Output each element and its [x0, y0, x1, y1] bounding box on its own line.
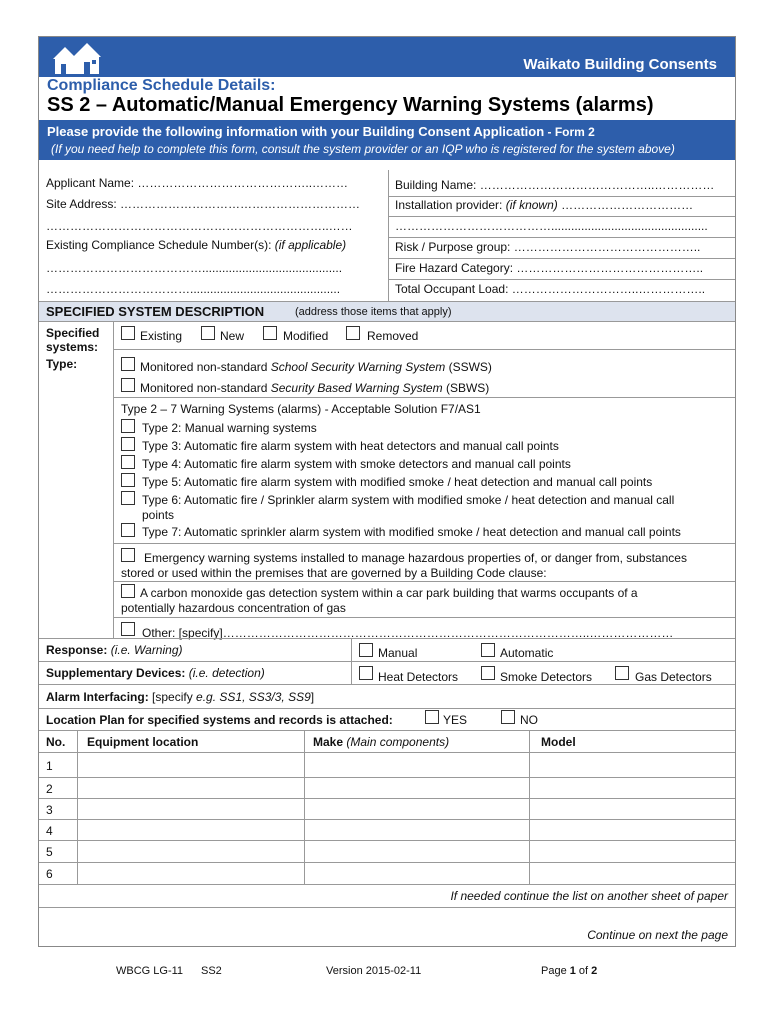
risk-purpose-field[interactable]: Risk / Purpose group: ………………………………………..	[395, 240, 701, 254]
section-title: SPECIFIED SYSTEM DESCRIPTION	[46, 304, 265, 319]
removed-checkbox[interactable]	[346, 326, 360, 340]
col-make-header: Make (Main components)	[313, 735, 450, 749]
col-model-header: Model	[541, 735, 576, 749]
existing-cs-number-field[interactable]: Existing Compliance Schedule Number(s): (if applicable)	[46, 238, 347, 252]
cs-number-line-2[interactable]: ……………………………….............................................	[46, 282, 341, 296]
col-location-header: Equipment location	[87, 735, 199, 749]
gas-detectors-checkbox[interactable]	[615, 666, 629, 680]
footer-version: Version 2015-02-11	[326, 965, 422, 977]
table-row-number: 6	[46, 867, 53, 881]
org-name: Waikato Building Consents	[523, 56, 717, 73]
existing-checkbox[interactable]	[121, 326, 135, 340]
heat-detectors-checkbox[interactable]	[359, 666, 373, 680]
cs-number-line-1[interactable]: …………………………………..........................................	[46, 261, 343, 275]
type7-checkbox[interactable]	[121, 523, 135, 537]
co-detection-label-cont: potentially hazardous concentration of gas	[121, 601, 346, 615]
installation-provider-cont[interactable]: …………………………………...............................................	[395, 219, 708, 233]
table-row-number: 2	[46, 782, 53, 796]
applicant-name-field[interactable]: Applicant Name: ……………………………………..………	[46, 176, 349, 190]
smoke-detectors-checkbox[interactable]	[481, 666, 495, 680]
location-yes-label: YES	[443, 713, 468, 727]
emergency-hazard-label: Emergency warning systems installed to manage hazardous properties of, or danger from, substances	[144, 551, 687, 565]
automatic-checkbox[interactable]	[481, 643, 495, 657]
response-label: Response: (i.e. Warning)	[46, 643, 183, 657]
automatic-label: Automatic	[500, 646, 554, 660]
section-note: (address those items that apply)	[295, 306, 452, 318]
alarm-interfacing-field[interactable]: Alarm Interfacing: [specify e.g. SS1, SS3/3, SS9]	[46, 690, 315, 704]
modified-checkbox[interactable]	[263, 326, 277, 340]
supplementary-label: Supplementary Devices: (i.e. detection)	[46, 666, 265, 680]
footer-code: WBCG LG-11	[116, 965, 184, 977]
other-checkbox[interactable]	[121, 622, 135, 636]
footer-page: Page 1 of 2	[541, 965, 598, 977]
type5-label: Type 5: Automatic fire alarm system with modified smoke / heat detection and manual call points	[142, 475, 653, 489]
table-row-number: 1	[46, 759, 53, 773]
ssws-label: Monitored non-standard School Security Warning System (SSWS)	[140, 360, 492, 374]
existing-label: Existing	[140, 329, 183, 343]
new-checkbox[interactable]	[201, 326, 215, 340]
house-logo-icon	[51, 40, 103, 76]
location-no-label: NO	[520, 713, 538, 727]
co-detection-label: A carbon monoxide gas detection system within a car park building that warms occupants of a	[140, 586, 638, 600]
instruction-sub: (If you need help to complete this form, consult the system provider or an IQP who is registered for the system above)	[51, 142, 675, 156]
title-compliance: Compliance Schedule Details:	[47, 77, 276, 94]
building-name-field[interactable]: Building Name: ……………………………………..……………	[395, 178, 715, 192]
site-address-field[interactable]: Site Address: ……………………………………………………	[46, 197, 361, 211]
type6-label: Type 6: Automatic fire / Sprinkler alarm system with modified smoke / heat detection and manual call	[142, 493, 675, 507]
specified-systems-label-1: Specified	[46, 326, 100, 340]
location-plan-label: Location Plan for specified systems and records is attached:	[46, 713, 393, 727]
type4-label: Type 4: Automatic fire alarm system with smoke detectors and manual call points	[142, 457, 571, 471]
header-band	[39, 37, 735, 77]
type6-label-cont: points	[142, 508, 175, 522]
type2-label: Type 2: Manual warning systems	[142, 421, 317, 435]
sbws-checkbox[interactable]	[121, 378, 135, 392]
manual-checkbox[interactable]	[359, 643, 373, 657]
type3-checkbox[interactable]	[121, 437, 135, 451]
type-group-heading: Type 2 – 7 Warning Systems (alarms) - Acceptable Solution F7/AS1	[121, 402, 481, 416]
site-address-cont[interactable]: ……………………………………………………………..……	[46, 219, 353, 233]
type4-checkbox[interactable]	[121, 455, 135, 469]
co-detection-checkbox[interactable]	[121, 584, 135, 598]
type2-checkbox[interactable]	[121, 419, 135, 433]
ssws-checkbox[interactable]	[121, 357, 135, 371]
continue-list-note: If needed continue the list on another sheet of paper	[450, 889, 728, 903]
compliance-form	[38, 36, 736, 947]
col-no-header: No.	[46, 735, 66, 749]
fire-hazard-field[interactable]: Fire Hazard Category: ………………………………………..	[395, 261, 704, 275]
new-label: New	[220, 329, 245, 343]
instruction-main: Please provide the following information with your Building Consent Application - Form 2	[47, 124, 595, 139]
emergency-hazard-checkbox[interactable]	[121, 548, 135, 562]
type5-checkbox[interactable]	[121, 473, 135, 487]
occupant-load-field[interactable]: Total Occupant Load: …………………………..……………..	[395, 282, 706, 296]
type7-label: Type 7: Automatic sprinkler alarm system with modified smoke / heat detection and manual call points	[142, 525, 681, 539]
heat-detectors-label: Heat Detectors	[378, 670, 459, 684]
type-label: Type:	[46, 357, 78, 371]
table-row-number: 5	[46, 845, 53, 859]
sbws-label: Monitored non-standard Security Based Warning System (SBWS)	[140, 381, 490, 395]
type6-checkbox[interactable]	[121, 491, 135, 505]
instruction-band	[39, 120, 735, 160]
continue-next-page: Continue on next the page	[587, 928, 728, 942]
smoke-detectors-label: Smoke Detectors	[500, 670, 593, 684]
removed-label: Removed	[367, 329, 419, 343]
modified-label: Modified	[283, 329, 329, 343]
other-specify-field[interactable]: Other: [specify]………………………………………………………………………………..…………………	[142, 626, 674, 640]
installation-provider-field[interactable]: Installation provider: (if known) ……………………………	[395, 198, 694, 212]
emergency-hazard-label-cont: stored or used within the premises that are governed by a Building Code clause:	[121, 566, 547, 580]
specified-systems-label-2: systems:	[46, 340, 99, 354]
page-title: SS 2 – Automatic/Manual Emergency Warning Systems (alarms)	[47, 94, 654, 116]
location-no-checkbox[interactable]	[501, 710, 515, 724]
location-yes-checkbox[interactable]	[425, 710, 439, 724]
footer-ss: SS2	[201, 965, 222, 977]
type3-label: Type 3: Automatic fire alarm system with heat detectors and manual call points	[142, 439, 559, 453]
gas-detectors-label: Gas Detectors	[635, 670, 712, 684]
table-row-number: 4	[46, 824, 53, 838]
manual-label: Manual	[378, 646, 418, 660]
table-row-number: 3	[46, 803, 53, 817]
